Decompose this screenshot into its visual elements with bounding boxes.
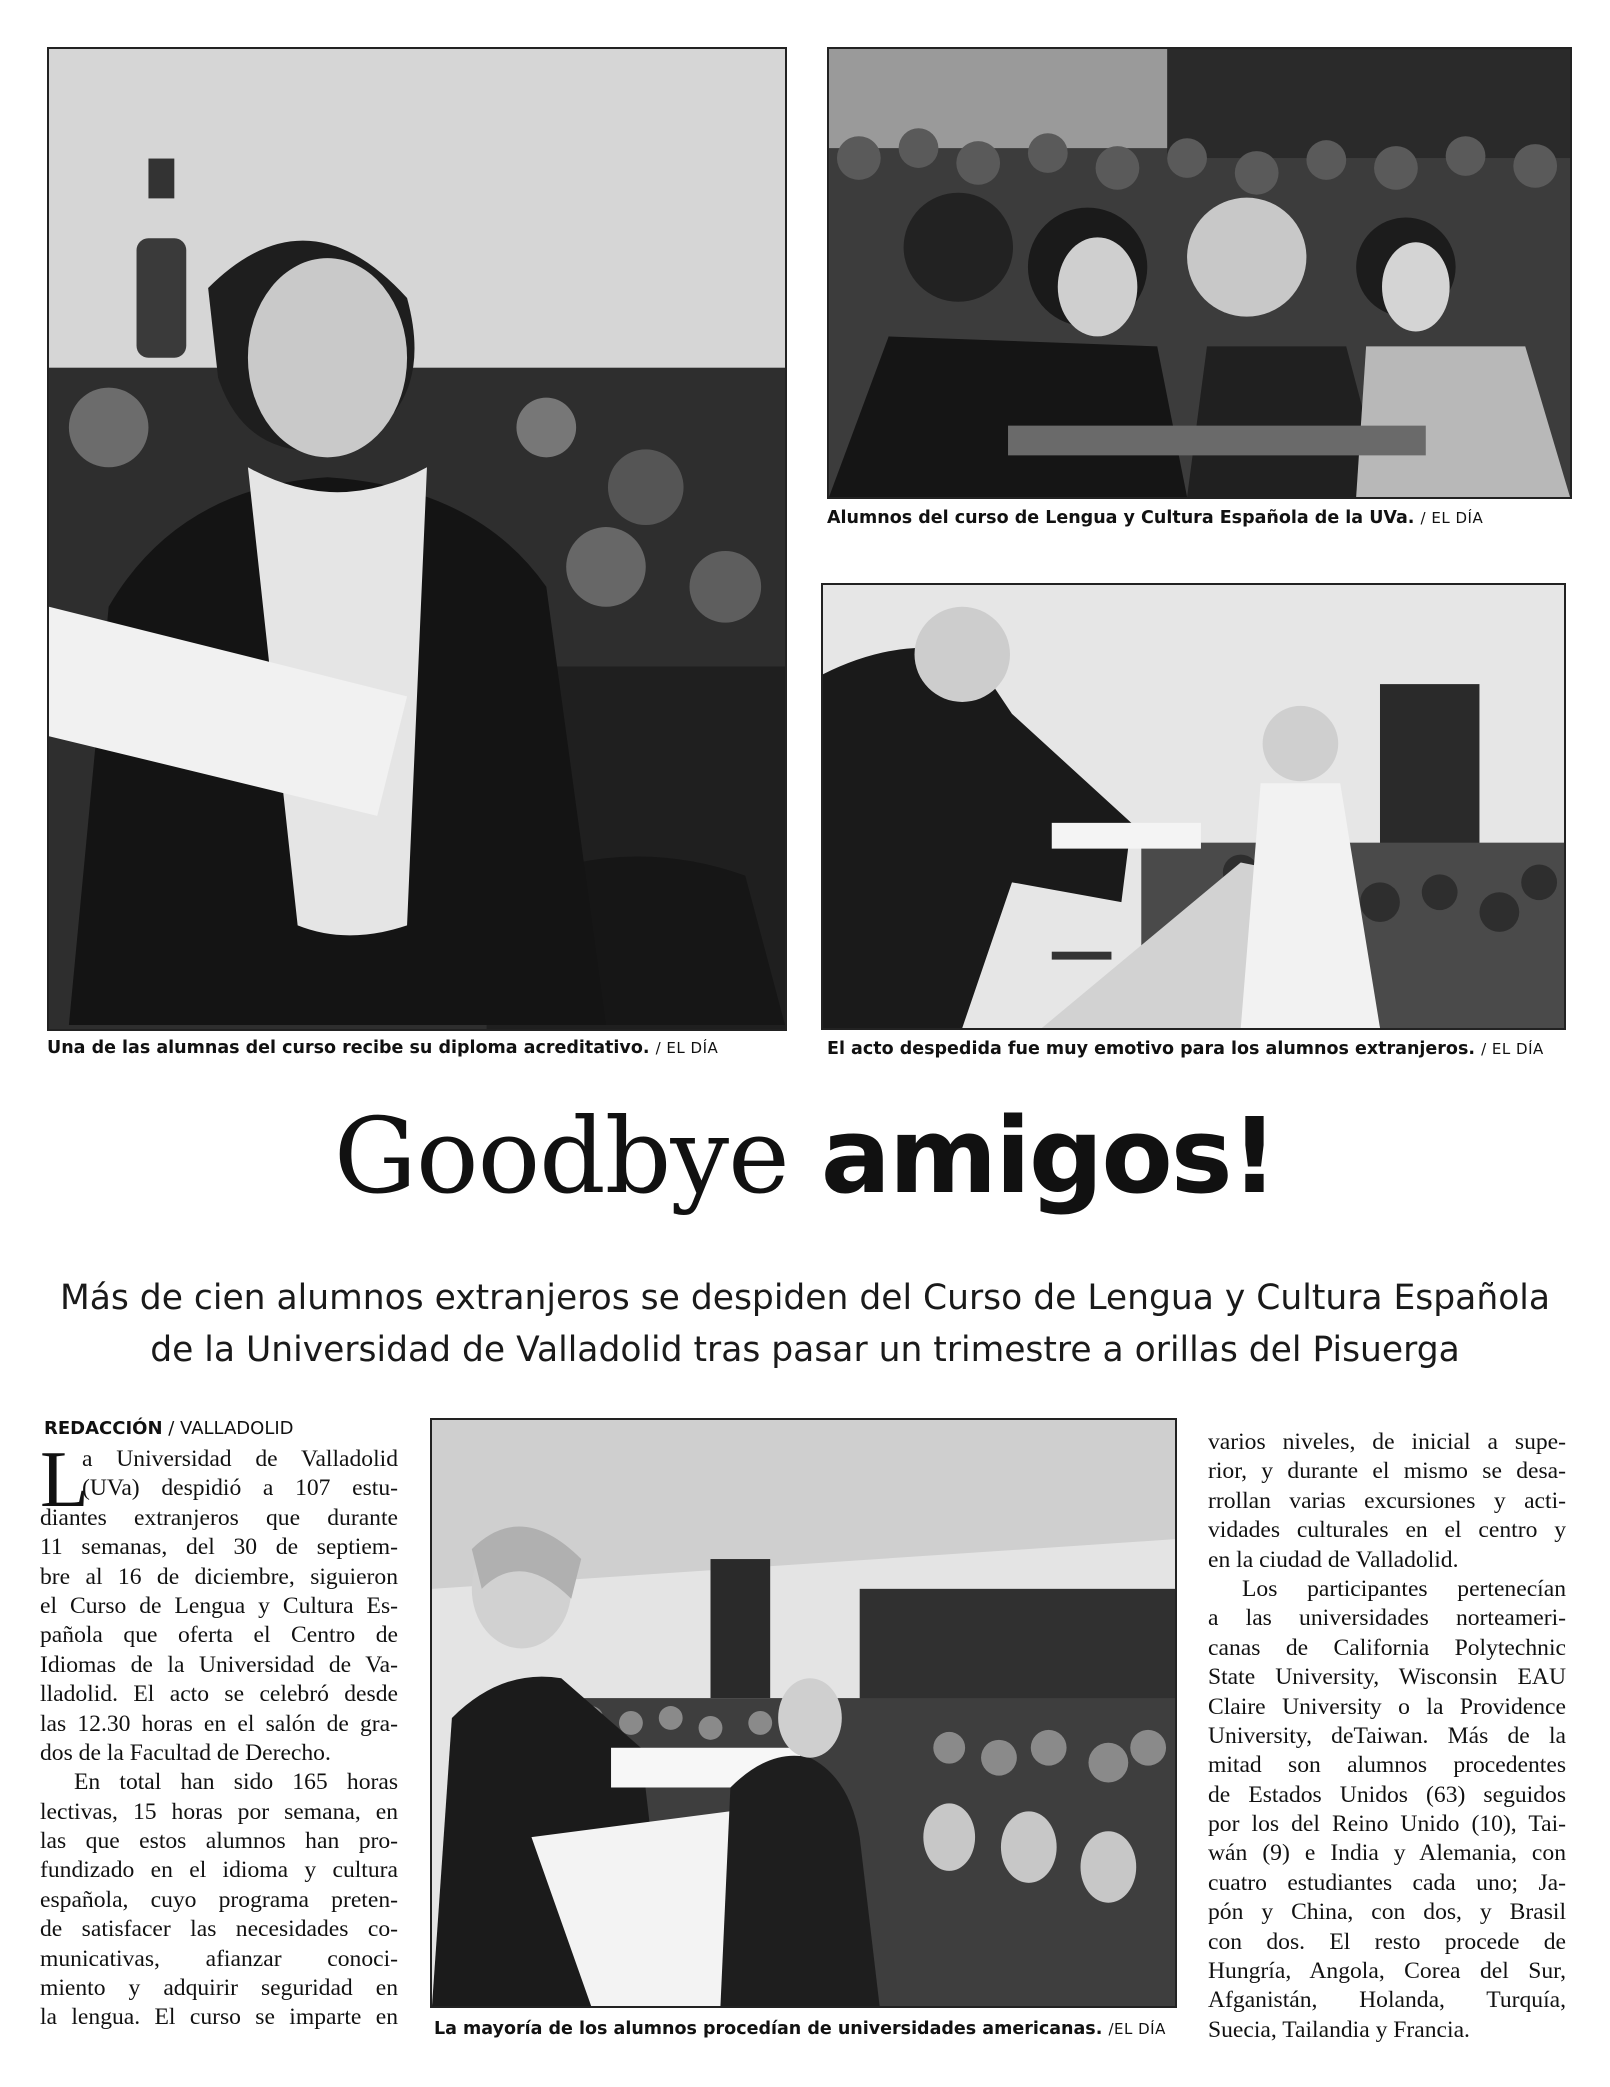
photo-credit: / EL DÍA (1420, 509, 1484, 527)
article-line: pañola que oferta el Centro de (40, 1622, 398, 1649)
article-line: fundizado en el idioma y cultura (40, 1857, 398, 1884)
article-line: española, cuyo programa preten- (40, 1886, 398, 1913)
article-line: mitad son alumnos procedentes (1208, 1752, 1566, 1779)
article-line: las 12.30 horas en el salón de gra- (40, 1710, 398, 1737)
article-line: En total han sido 165 horas (74, 1769, 398, 1796)
article-line: wán (9) e India y Alemania, con (1208, 1840, 1566, 1867)
article-line: Los participantes pertenecían (1242, 1575, 1566, 1602)
article-line: a Universidad de Valladolid (82, 1446, 398, 1472)
photo-student-diploma-caption (47, 1040, 718, 1058)
article-line: 11 semanas, del 30 de septiem- (40, 1534, 398, 1561)
dropcap: L (40, 1436, 89, 1524)
article-line: (UVa) despidió a 107 estu- (82, 1475, 398, 1502)
photo-credit: / EL DÍA (655, 1039, 719, 1057)
headline (0, 1095, 1610, 1217)
article-line: Idiomas de la Universidad de Va- (40, 1651, 398, 1678)
article-line: pón y China, con dos, y Brasil (1208, 1899, 1566, 1926)
article-line: rior, y durante el mismo se desa- (1208, 1458, 1566, 1485)
article-line: cuatro estudiantes cada uno; Ja- (1208, 1869, 1566, 1896)
article-line: de satisfacer las necesidades co- (40, 1916, 398, 1943)
caption-text: Una de las alumnas del curso recibe su diploma acreditativo. (47, 1038, 650, 1058)
caption-text: El acto despedida fue muy emotivo para los alumnos extranjeros. (827, 1039, 1476, 1059)
subheadline-line: de la Universidad de Valladolid tras pasar un trimestre a orillas del Pisuerga (150, 1330, 1460, 1370)
article-line: lectivas, 15 horas por semana, en (40, 1798, 398, 1825)
article-line: diantes extranjeros que durante (40, 1504, 398, 1531)
article-line: municativas, afianzar conoci- (40, 1945, 398, 1972)
article-line: Claire University o la Providence (1208, 1693, 1566, 1720)
article-line: University, deTaiwan. Más de la (1208, 1722, 1566, 1749)
photo-audience-image (829, 49, 1570, 497)
photo-handover-caption (827, 1041, 1544, 1059)
article-line: rrollan varias excursiones y acti- (1208, 1487, 1566, 1514)
photo-student-diploma-image (49, 49, 785, 1029)
photo-handover (821, 583, 1566, 1030)
article-line: dos de la Facultad de Derecho. (40, 1739, 331, 1766)
article-column-1 (40, 1445, 398, 2033)
article-line: en la ciudad de Valladolid. (1208, 1546, 1459, 1573)
subheadline-line: Más de cien alumnos extranjeros se despiden del Curso de Lengua y Cultura Española (59, 1278, 1551, 1318)
byline-author: REDACCIÓN (44, 1418, 163, 1439)
article-line: bre al 16 de diciembre, siguieron (40, 1563, 398, 1590)
photo-main-ceremony-caption (434, 2021, 1166, 2039)
photo-handover-image (823, 585, 1564, 1028)
article-line: de Estados Unidos (63) seguidos (1208, 1781, 1566, 1808)
article-column-2 (1208, 1428, 1566, 2045)
article-line: miento y adquirir seguridad en (40, 1975, 398, 2002)
article-line: Hungría, Angola, Corea del Sur, (1208, 1958, 1566, 1985)
headline-bold: amigos! (820, 1095, 1277, 1217)
photo-audience-caption (827, 510, 1483, 528)
photo-main-ceremony-image (432, 1420, 1175, 2006)
article-line: con dos. El resto procede de (1208, 1928, 1566, 1955)
article-line: Afganistán, Holanda, Turquía, (1208, 1987, 1566, 2014)
article-line: por los del Reino Unido (10), Tai- (1208, 1811, 1566, 1838)
subheadline (20, 1272, 1590, 1376)
caption-text: La mayoría de los alumnos procedían de universidades americanas. (434, 2019, 1103, 2039)
article-line: el Curso de Lengua y Cultura Es- (40, 1592, 398, 1619)
photo-student-diploma (47, 47, 787, 1031)
byline-place: / VALLADOLID (168, 1418, 294, 1439)
photo-credit: / EL DÍA (1481, 1040, 1544, 1058)
article-line: canas de California Polytechnic (1208, 1634, 1566, 1661)
headline-light: Goodbye (333, 1095, 789, 1217)
caption-text: Alumnos del curso de Lengua y Cultura Española de la UVa. (827, 508, 1415, 528)
article-line: vidades culturales en el centro y (1208, 1517, 1566, 1544)
article-line: State University, Wisconsin EAU (1208, 1664, 1566, 1691)
article-line: Suecia, Tailandia y Francia. (1208, 2016, 1470, 2043)
article-line: lladolid. El acto se celebró desde (40, 1681, 398, 1708)
article-line: las que estos alumnos han pro- (40, 1828, 398, 1855)
photo-main-ceremony (430, 1418, 1177, 2008)
photo-credit: /EL DÍA (1108, 2020, 1166, 2038)
article-line: varios niveles, de inicial a supe- (1208, 1429, 1566, 1455)
photo-audience (827, 47, 1572, 499)
article-line: la lengua. El curso se imparte en (40, 2004, 398, 2031)
article-line: a las universidades norteameri- (1208, 1605, 1566, 1632)
